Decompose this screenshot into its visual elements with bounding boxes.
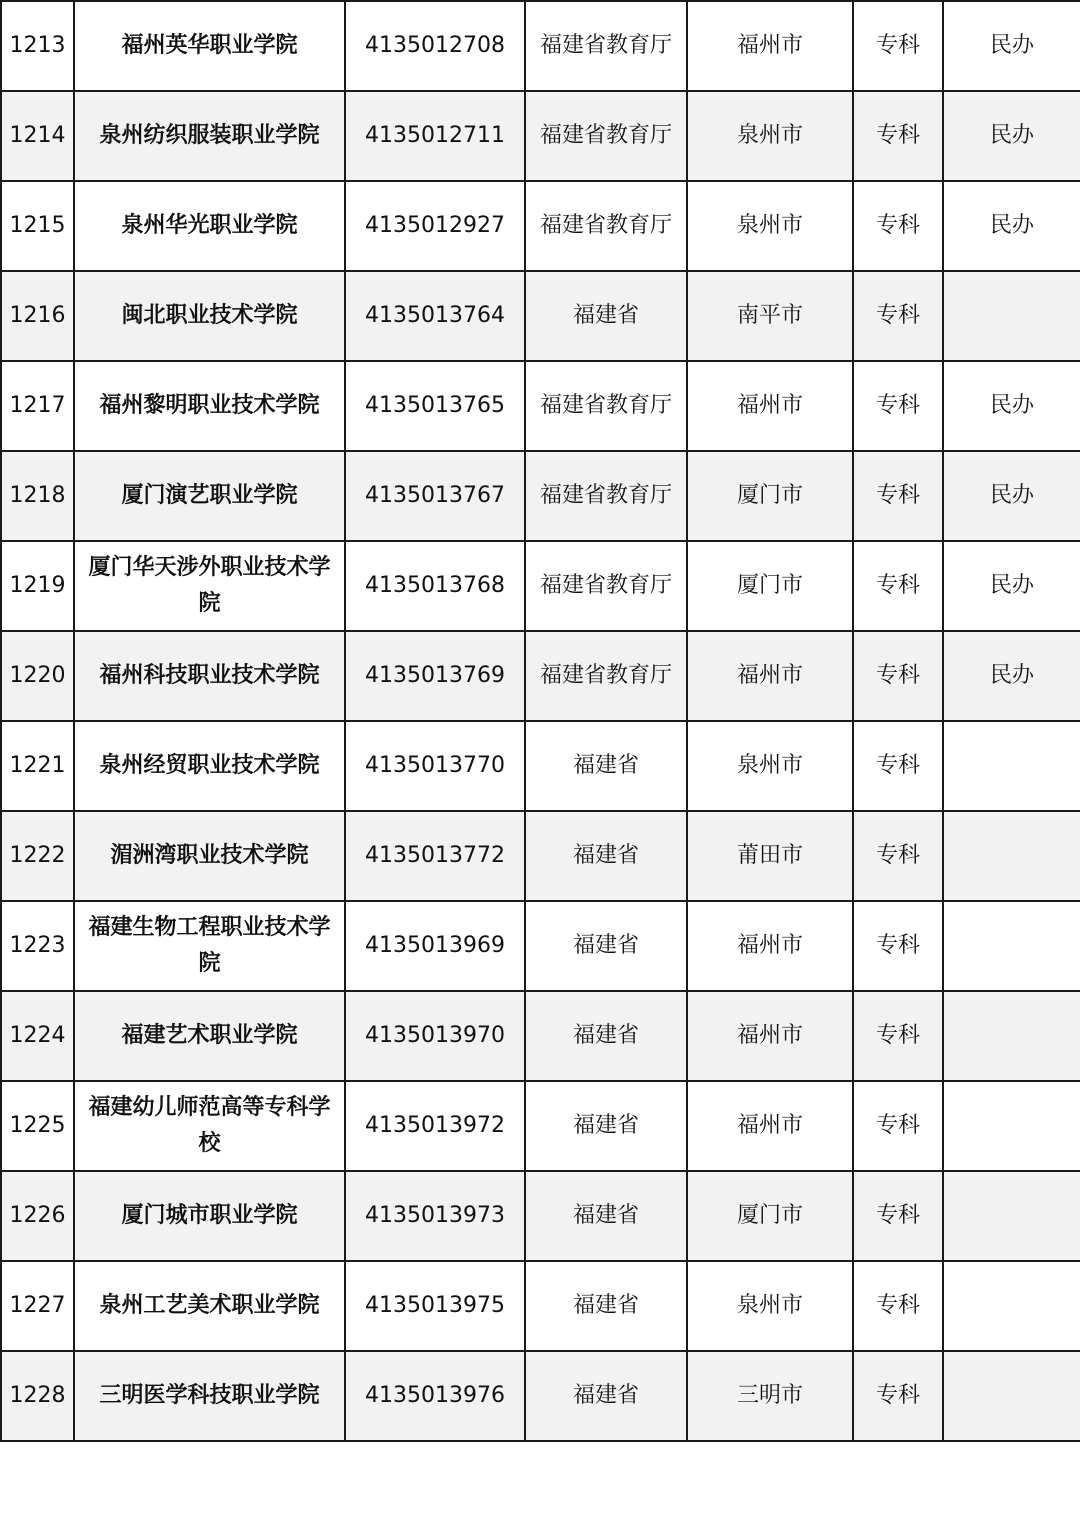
school-code-cell: 4135013764 <box>345 271 525 361</box>
table-row <box>1 1261 1080 1351</box>
city-cell: 福州市 <box>687 1081 853 1171</box>
school-name-cell: 厦门演艺职业学院 <box>74 451 345 541</box>
authority-cell: 福建省教育厅 <box>525 631 687 721</box>
authority-cell: 福建省 <box>525 1261 687 1351</box>
authority-cell: 福建省 <box>525 721 687 811</box>
table-row <box>1 1171 1080 1261</box>
ownership-cell <box>943 811 1080 901</box>
table-row <box>1 91 1080 181</box>
sequence-cell: 1226 <box>1 1171 74 1261</box>
city-cell: 泉州市 <box>687 1261 853 1351</box>
city-cell: 泉州市 <box>687 721 853 811</box>
authority-cell: 福建省教育厅 <box>525 361 687 451</box>
level-cell: 专科 <box>853 541 943 631</box>
school-name-cell: 福州科技职业技术学院 <box>74 631 345 721</box>
school-name-cell: 福建艺术职业学院 <box>74 991 345 1081</box>
sequence-cell: 1216 <box>1 271 74 361</box>
level-cell: 专科 <box>853 1 943 91</box>
table-row <box>1 631 1080 721</box>
school-name-cell: 厦门华天涉外职业技术学院 <box>74 541 345 631</box>
table-row <box>1 541 1080 631</box>
level-cell: 专科 <box>853 1081 943 1171</box>
ownership-cell <box>943 991 1080 1081</box>
table-row <box>1 1 1080 91</box>
city-cell: 莆田市 <box>687 811 853 901</box>
school-code-cell: 4135013976 <box>345 1351 525 1441</box>
ownership-cell: 民办 <box>943 631 1080 721</box>
ownership-cell: 民办 <box>943 1 1080 91</box>
ownership-cell <box>943 1081 1080 1171</box>
city-cell: 三明市 <box>687 1351 853 1441</box>
authority-cell: 福建省教育厅 <box>525 1 687 91</box>
city-cell: 泉州市 <box>687 91 853 181</box>
level-cell: 专科 <box>853 361 943 451</box>
table-row <box>1 1351 1080 1441</box>
ownership-cell <box>943 901 1080 991</box>
level-cell: 专科 <box>853 271 943 361</box>
city-cell: 福州市 <box>687 901 853 991</box>
school-name-cell: 湄洲湾职业技术学院 <box>74 811 345 901</box>
sequence-cell: 1224 <box>1 991 74 1081</box>
city-cell: 福州市 <box>687 1 853 91</box>
ownership-cell <box>943 1171 1080 1261</box>
authority-cell: 福建省 <box>525 991 687 1081</box>
school-name-cell: 福建生物工程职业技术学院 <box>74 901 345 991</box>
ownership-cell <box>943 721 1080 811</box>
school-code-cell: 4135013972 <box>345 1081 525 1171</box>
school-name-cell: 厦门城市职业学院 <box>74 1171 345 1261</box>
level-cell: 专科 <box>853 181 943 271</box>
authority-cell: 福建省 <box>525 1081 687 1171</box>
sequence-cell: 1215 <box>1 181 74 271</box>
city-cell: 厦门市 <box>687 451 853 541</box>
authority-cell: 福建省 <box>525 271 687 361</box>
school-code-cell: 4135013969 <box>345 901 525 991</box>
school-code-cell: 4135013769 <box>345 631 525 721</box>
level-cell: 专科 <box>853 451 943 541</box>
authority-cell: 福建省 <box>525 901 687 991</box>
table-row <box>1 451 1080 541</box>
level-cell: 专科 <box>853 91 943 181</box>
ownership-cell: 民办 <box>943 541 1080 631</box>
level-cell: 专科 <box>853 901 943 991</box>
authority-cell: 福建省 <box>525 811 687 901</box>
level-cell: 专科 <box>853 1261 943 1351</box>
school-code-cell: 4135012927 <box>345 181 525 271</box>
city-cell: 福州市 <box>687 991 853 1081</box>
school-code-cell: 4135013975 <box>345 1261 525 1351</box>
table-row <box>1 721 1080 811</box>
city-cell: 厦门市 <box>687 541 853 631</box>
sequence-cell: 1227 <box>1 1261 74 1351</box>
sequence-cell: 1219 <box>1 541 74 631</box>
school-name-cell: 泉州工艺美术职业学院 <box>74 1261 345 1351</box>
city-cell: 南平市 <box>687 271 853 361</box>
level-cell: 专科 <box>853 1351 943 1441</box>
sequence-cell: 1225 <box>1 1081 74 1171</box>
sequence-cell: 1218 <box>1 451 74 541</box>
sequence-cell: 1223 <box>1 901 74 991</box>
sequence-cell: 1228 <box>1 1351 74 1441</box>
school-name-cell: 福州黎明职业技术学院 <box>74 361 345 451</box>
table-body <box>1 1 1080 1441</box>
school-code-cell: 4135012708 <box>345 1 525 91</box>
sequence-cell: 1217 <box>1 361 74 451</box>
school-code-cell: 4135013770 <box>345 721 525 811</box>
city-cell: 福州市 <box>687 361 853 451</box>
table-row <box>1 361 1080 451</box>
school-code-cell: 4135013772 <box>345 811 525 901</box>
table-row <box>1 901 1080 991</box>
school-code-cell: 4135013970 <box>345 991 525 1081</box>
school-code-cell: 4135013768 <box>345 541 525 631</box>
sequence-cell: 1213 <box>1 1 74 91</box>
school-name-cell: 泉州经贸职业技术学院 <box>74 721 345 811</box>
table-row <box>1 271 1080 361</box>
school-name-cell: 泉州纺织服装职业学院 <box>74 91 345 181</box>
level-cell: 专科 <box>853 1171 943 1261</box>
school-name-cell: 三明医学科技职业学院 <box>74 1351 345 1441</box>
school-name-cell: 福州英华职业学院 <box>74 1 345 91</box>
authority-cell: 福建省教育厅 <box>525 91 687 181</box>
city-cell: 泉州市 <box>687 181 853 271</box>
authority-cell: 福建省教育厅 <box>525 541 687 631</box>
ownership-cell: 民办 <box>943 451 1080 541</box>
table-row <box>1 811 1080 901</box>
city-cell: 厦门市 <box>687 1171 853 1261</box>
city-cell: 福州市 <box>687 631 853 721</box>
school-name-cell: 泉州华光职业学院 <box>74 181 345 271</box>
table-row <box>1 991 1080 1081</box>
ownership-cell <box>943 271 1080 361</box>
sequence-cell: 1220 <box>1 631 74 721</box>
level-cell: 专科 <box>853 631 943 721</box>
authority-cell: 福建省 <box>525 1171 687 1261</box>
ownership-cell: 民办 <box>943 361 1080 451</box>
authority-cell: 福建省教育厅 <box>525 181 687 271</box>
school-code-cell: 4135012711 <box>345 91 525 181</box>
authority-cell: 福建省教育厅 <box>525 451 687 541</box>
authority-cell: 福建省 <box>525 1351 687 1441</box>
sequence-cell: 1214 <box>1 91 74 181</box>
level-cell: 专科 <box>853 991 943 1081</box>
school-code-cell: 4135013765 <box>345 361 525 451</box>
school-code-cell: 4135013767 <box>345 451 525 541</box>
ownership-cell <box>943 1351 1080 1441</box>
level-cell: 专科 <box>853 811 943 901</box>
school-name-cell: 闽北职业技术学院 <box>74 271 345 361</box>
sequence-cell: 1222 <box>1 811 74 901</box>
table-row <box>1 1081 1080 1171</box>
ownership-cell <box>943 1261 1080 1351</box>
school-code-cell: 4135013973 <box>345 1171 525 1261</box>
ownership-cell: 民办 <box>943 181 1080 271</box>
sequence-cell: 1221 <box>1 721 74 811</box>
ownership-cell: 民办 <box>943 91 1080 181</box>
table-row <box>1 181 1080 271</box>
school-name-cell: 福建幼儿师范高等专科学校 <box>74 1081 345 1171</box>
level-cell: 专科 <box>853 721 943 811</box>
